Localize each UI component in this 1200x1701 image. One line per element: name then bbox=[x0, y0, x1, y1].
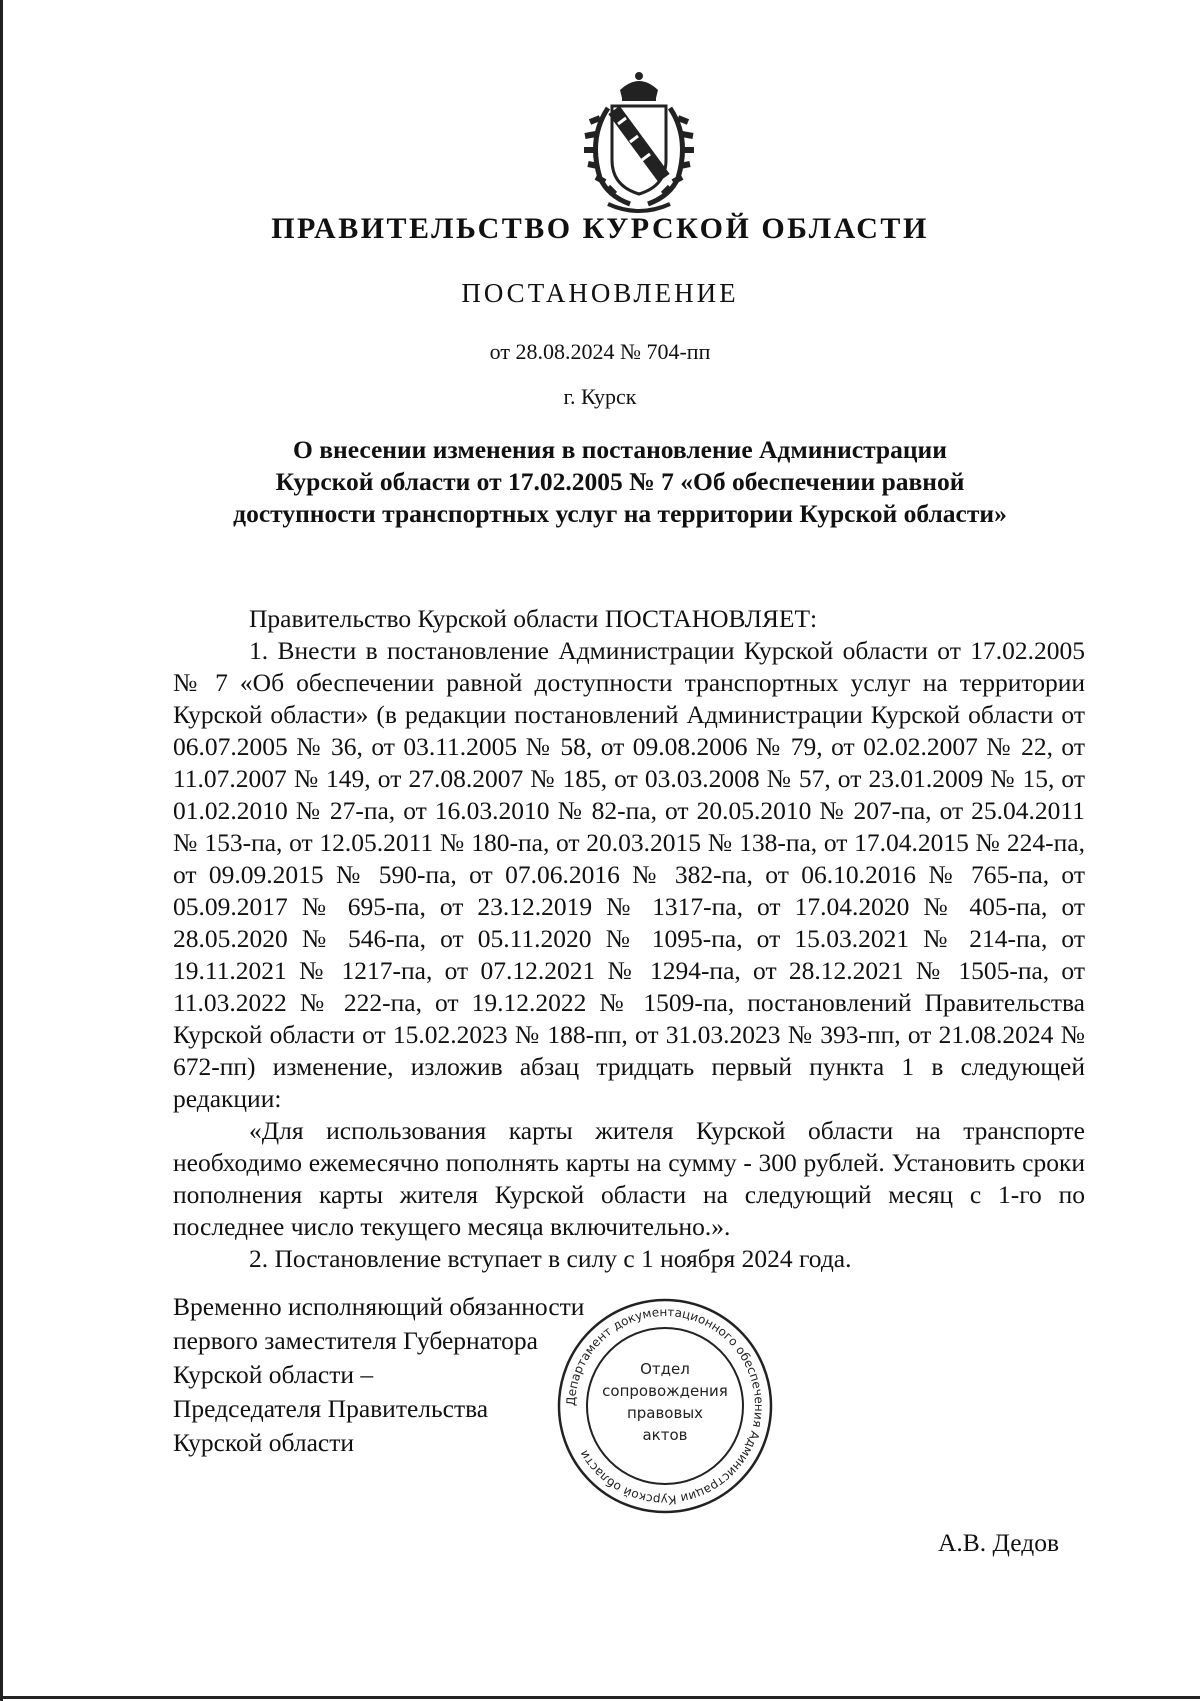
document-heading bbox=[180, 434, 1060, 530]
document-city: г. Курск bbox=[563, 384, 637, 409]
paragraph-item-1: 1. Внести в постановление Администрации Курской области от 17.02.2005 № 7 «Об обеспечении равной доступности транспортных услуг на территории Курской области» (в редакции постановлений Администрации Курской области от 06.07.2005 № 36, от 03.11.2005 № 58, от 09.08.2006 № 79, от 02.02.2007 № 22, от 11.07.2007 № 149, от 27.08.2007 № 185, от 03.03.2008 № 57, от 23.01.2009 № 15, от 01.02.2010 № 27-па, от 16.03.2010 № 82-па, от 20.05.2010 № 207-па, от 25.04.2011 № 153-па, от 12.05.2011 № 180-па, от 20.03.2015 № 138-па, от 17.04.2015 № 224-па, от 09.09.2015 № 590-па, от 07.06.2016 № 382-па, от 06.10.2016 № 765-па, от 05.09.2017 № 695-па, от 23.12.2019 № 1317-па, от 17.04.2020 № 405-па, от 28.05.2020 № 546-па, от 05.11.2020 № 1095-па, от 15.03.2021 № 214-па, от 19.11.2021 № 1217-па, от 07.12.2021 № 1294-па, от 28.12.2021 № 1505-па, от 11.03.2022 № 222-па, от 19.12.2022 № 1509-па, постановлений Правительства Курской области от 15.02.2023 № 188-пп, от 31.03.2023 № 393-пп, от 21.08.2024 № 672-пп) изменение, изложив абзац тридцать первый пункта 1 в следующей редакции: bbox=[173, 636, 1085, 1113]
seal-center-line: правовых bbox=[626, 1404, 704, 1422]
heading-line: доступности транспортных услуг на территории Курской области» bbox=[233, 499, 1007, 528]
heading-line: Курской области от 17.02.2005 № 7 «Об обеспечении равной bbox=[275, 467, 965, 496]
seal-center-line: актов bbox=[642, 1426, 688, 1444]
seal-center-line: Отдел bbox=[640, 1360, 690, 1378]
coat-of-arms-icon bbox=[578, 68, 700, 216]
organization-title: ПРАВИТЕЛЬСТВО КУРСКОЙ ОБЛАСТИ bbox=[271, 212, 929, 245]
signer-name: А.В. Дедов bbox=[938, 1528, 1060, 1557]
scan-border-bottom bbox=[0, 1696, 1200, 1699]
signer-position-line: первого заместителя Губернатора bbox=[173, 1326, 538, 1355]
preamble: Правительство Курской области ПОСТАНОВЛЯЕТ: bbox=[249, 604, 818, 633]
signer-position-line: Курской области bbox=[173, 1428, 355, 1457]
seal-stamp bbox=[555, 1292, 775, 1520]
quoted-paragraph: «Для использования карты жителя Курской области на транспорте необходимо ежемесячно пополнять карты на сумму - 300 рублей. Установить сроки пополнения карты жителя Курской области на следующий месяц с 1-го по последнее число текущего месяца включительно.». bbox=[173, 1116, 1085, 1241]
document-body bbox=[173, 603, 1085, 1275]
signer-position-line: Курской области – bbox=[173, 1360, 374, 1389]
document-type: ПОСТАНОВЛЕНИЕ bbox=[461, 278, 739, 308]
document-number: от 28.08.2024 № 704-пп bbox=[489, 339, 711, 364]
signer-position bbox=[173, 1290, 584, 1460]
heading-line: О внесении изменения в постановление Администрации bbox=[293, 435, 947, 464]
signer-position-line: Председателя Правительства bbox=[173, 1394, 489, 1423]
scan-border-left bbox=[0, 0, 3, 1701]
paragraph-item-2: 2. Постановление вступает в силу с 1 ноября 2024 года. bbox=[249, 1244, 852, 1273]
seal-ring-text: Департамент документационного обеспечения Администрации Курской области bbox=[563, 1304, 767, 1508]
seal-center-line: сопровождения bbox=[602, 1382, 728, 1400]
signer-position-line: Временно исполняющий обязанности bbox=[173, 1292, 585, 1321]
